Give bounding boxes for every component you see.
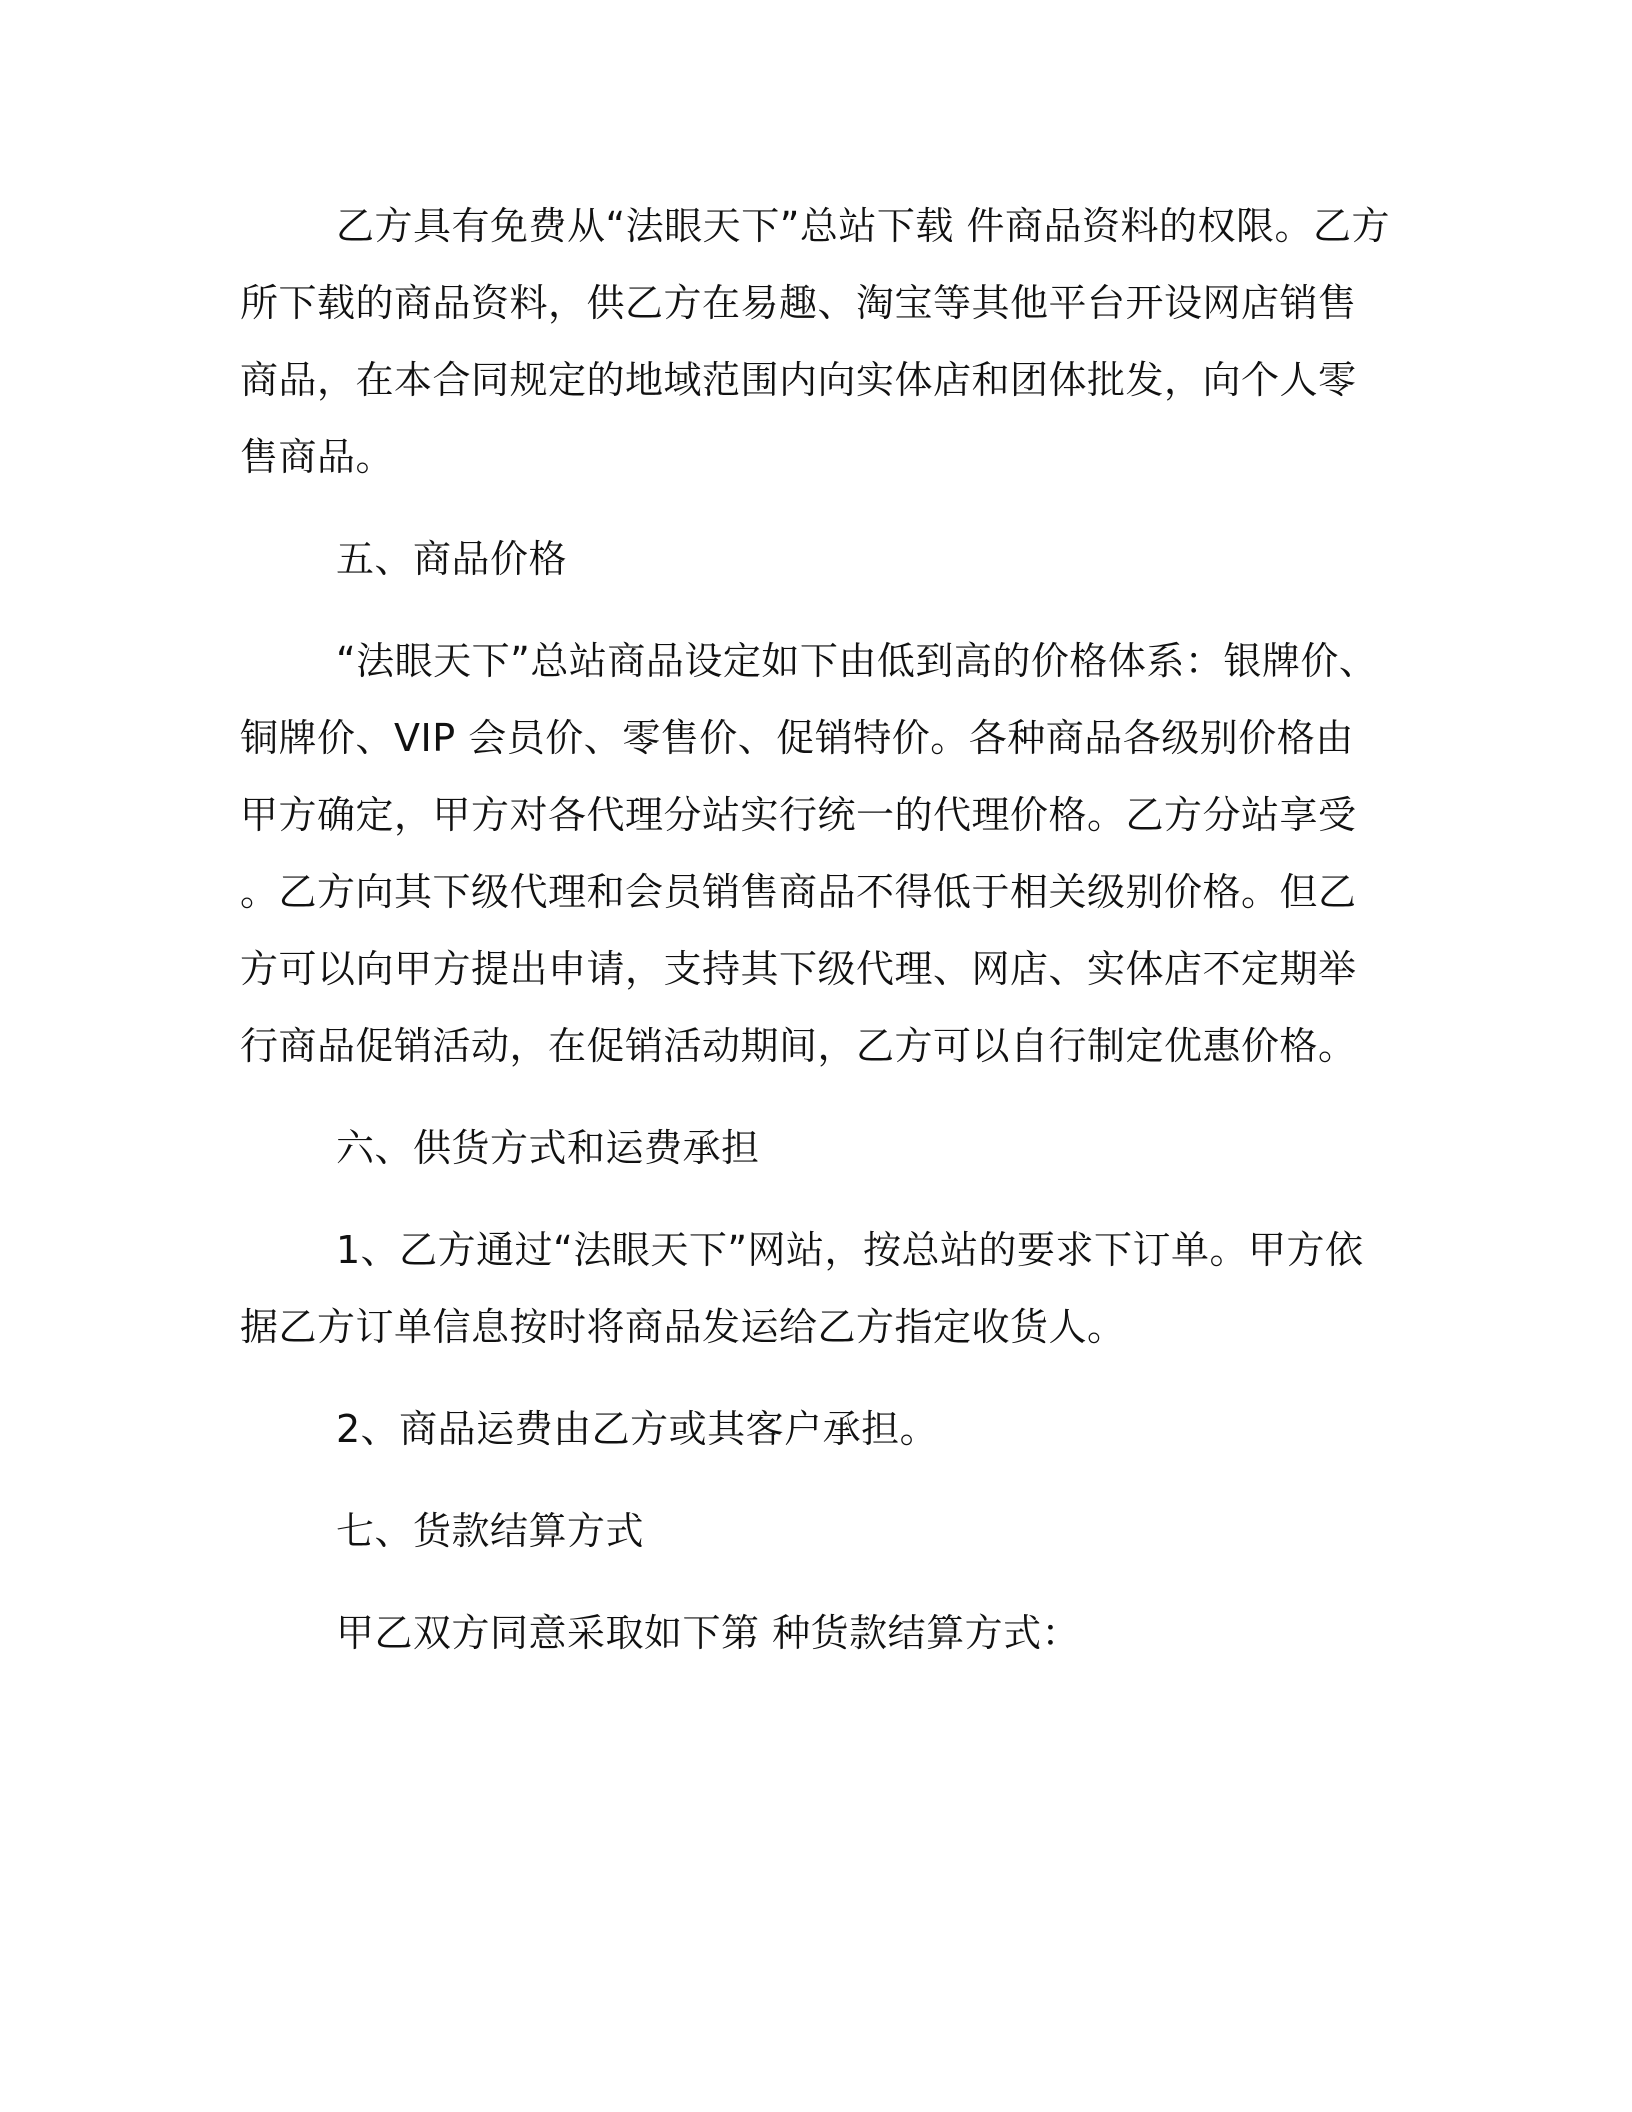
paragraph-settlement-method: 甲乙双方同意采取如下第 种货款结算方式：: [336, 1611, 1081, 1655]
heading-payment-settlement: 七、货款结算方式: [336, 1509, 645, 1553]
heading-product-price: 五、商品价格: [336, 537, 568, 581]
heading-supply-shipping: 六、供货方式和运费承担: [336, 1126, 760, 1170]
paragraph-price-system: “法眼天下”总站商品设定如下由低到高的价格体系：银牌价、铜牌价、VIP 会员价、零售价、促销特价。各种商品各级别价格由甲方确定，甲方对各代理分站实行统一的代理价格。乙方分站享受 。乙方向其下级代理和会员销售商品不得低于相关级别价格。但乙方可以向甲方提出申请，支持其下级代理、网店、实体店不定期举行商品促销活动，在促销活动期间，乙方可以自行制定优惠价格。: [240, 639, 1378, 1068]
paragraph-download-rights: 乙方具有免费从“法眼天下”总站下载 件商品资料的权限。乙方所下载的商品资料，供乙方在易趣、淘宝等其他平台开设网店销售商品，在本合同规定的地域范围内向实体店和团体批发，向个人零售商品。: [240, 204, 1390, 479]
paragraph-shipping-cost: 2、商品运费由乙方或其客户承担。: [336, 1407, 939, 1451]
paragraph-order-process: 1、乙方通过“法眼天下”网站，按总站的要求下订单。甲方依据乙方订单信息按时将商品发运给乙方指定收货人。: [240, 1228, 1364, 1349]
document-body: [240, 188, 1390, 1672]
